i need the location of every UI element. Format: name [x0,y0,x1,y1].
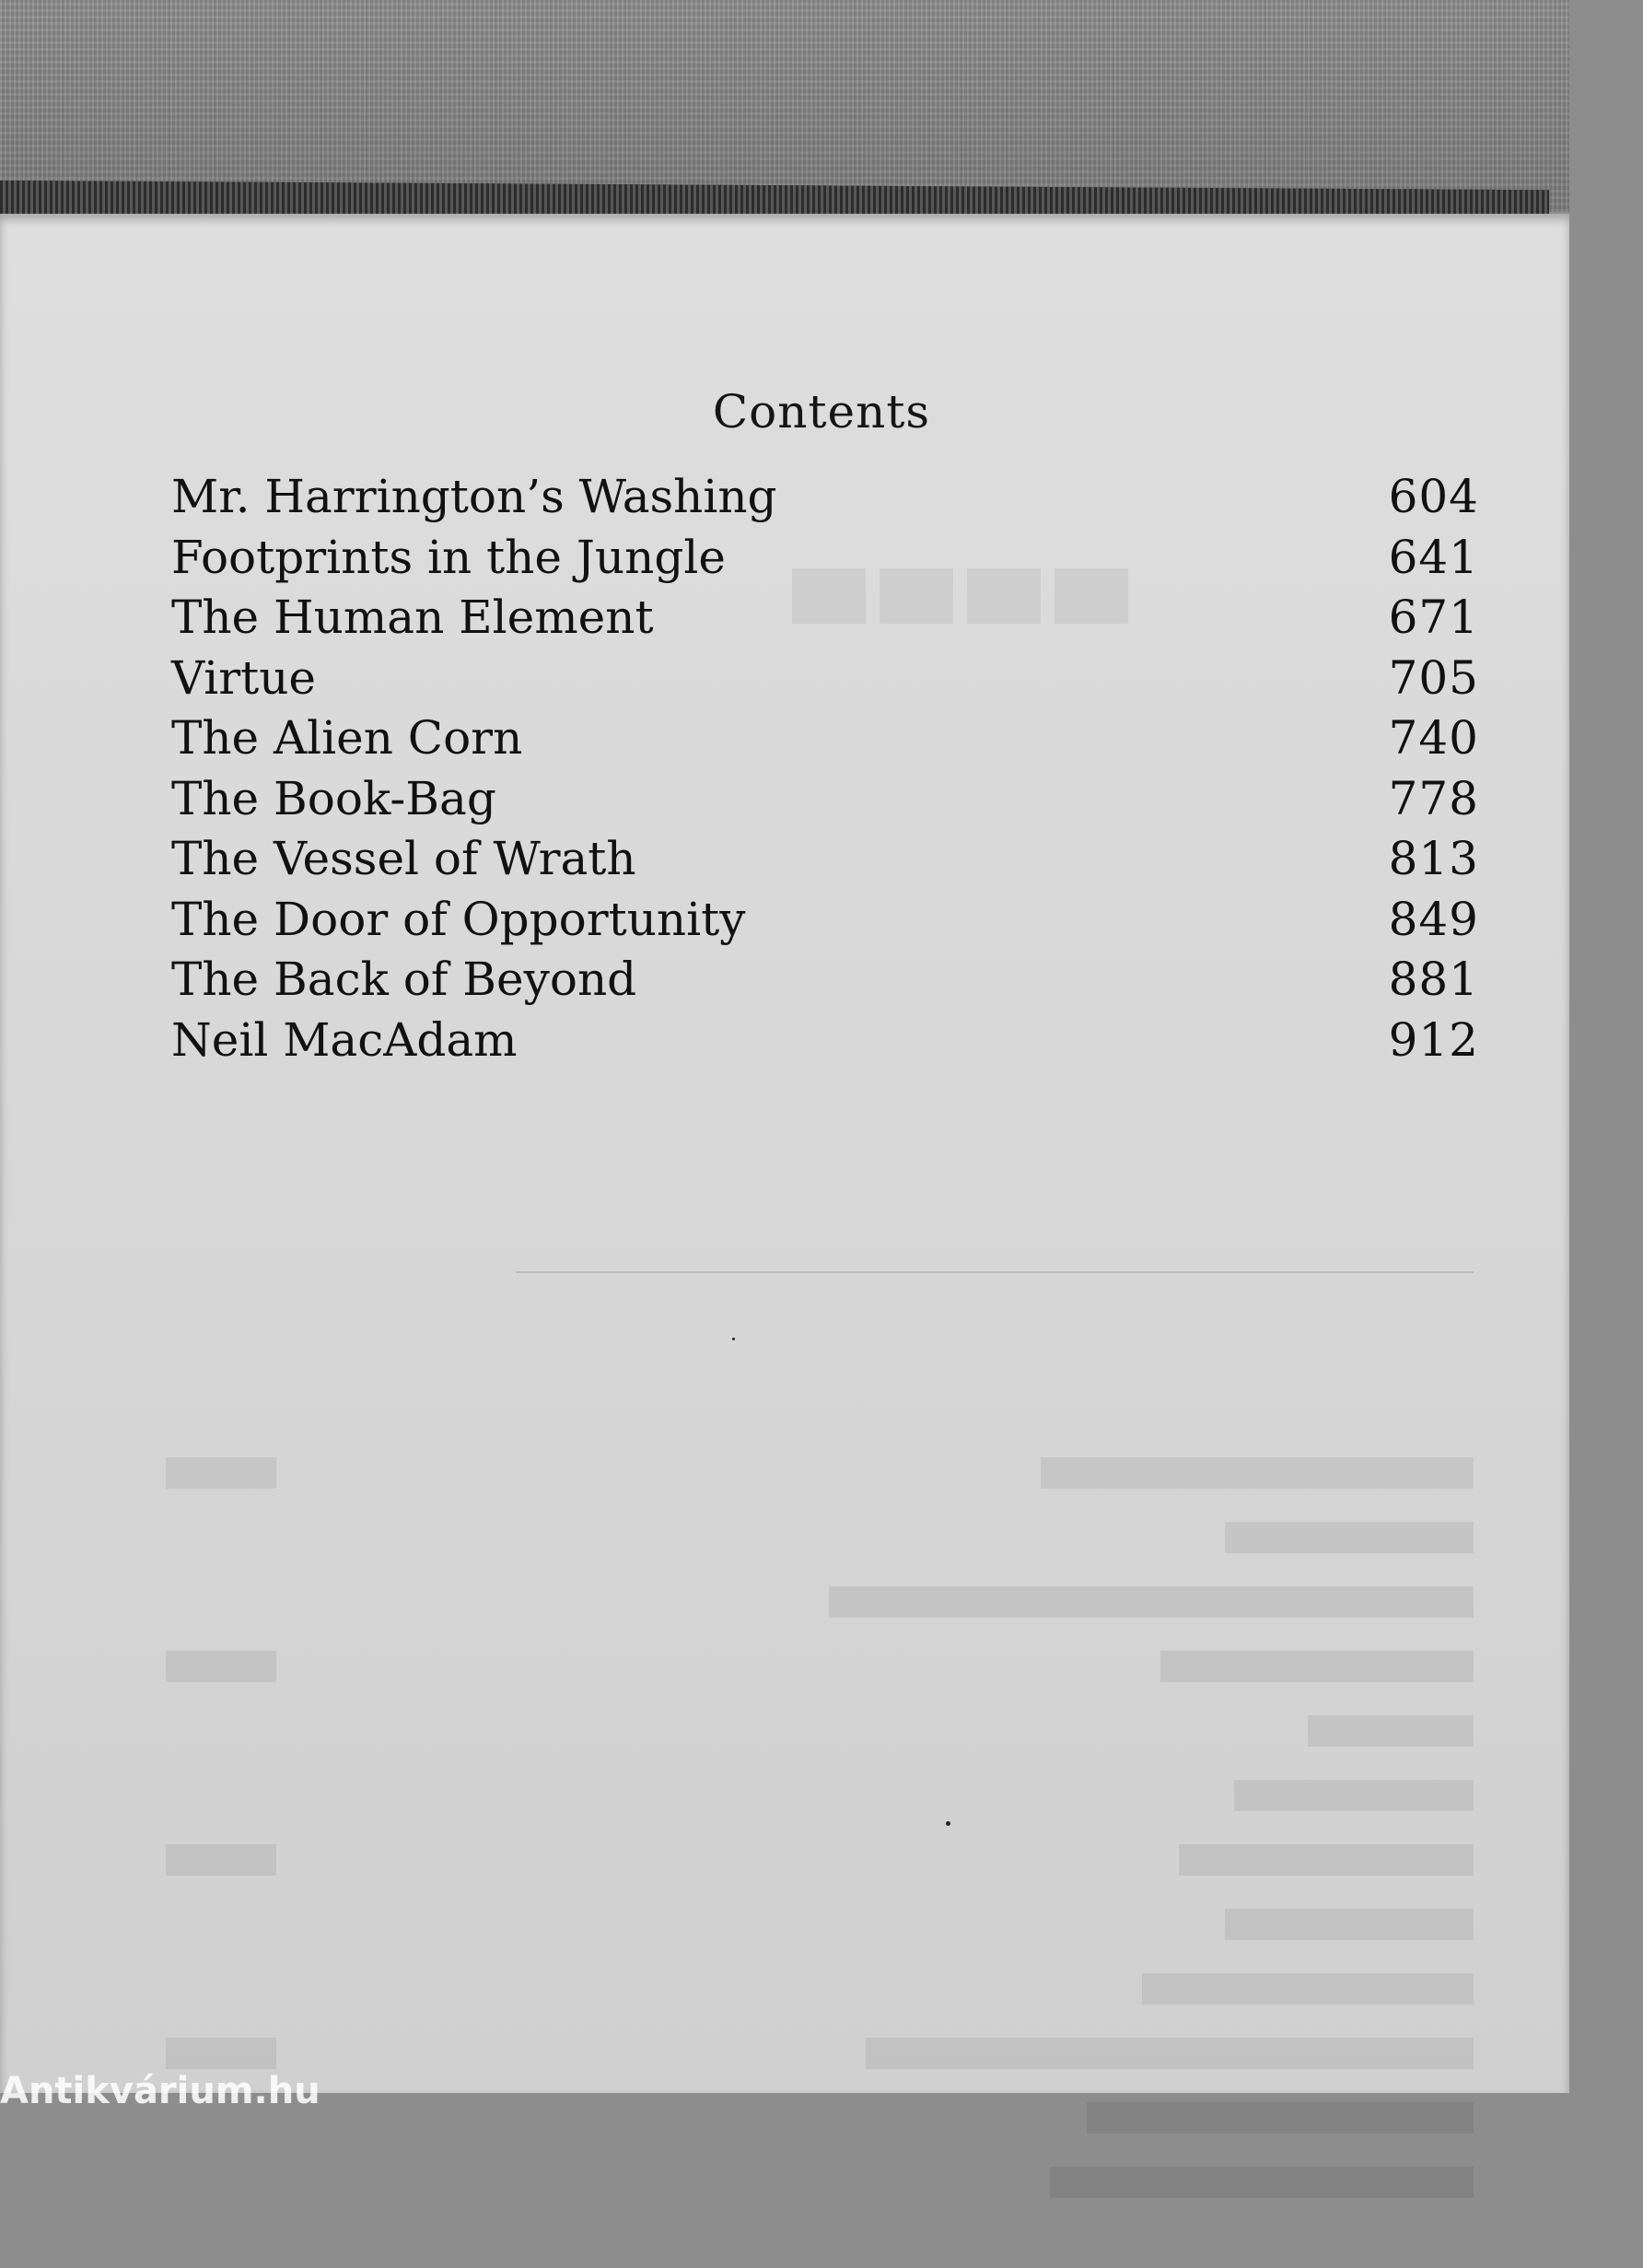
contents-list [171,470,1479,1073]
show-through-text-lines [166,1439,1483,2268]
entry-title: The Human Element [171,590,654,644]
entry-page-number: 671 [1388,590,1479,644]
contents-entry [171,590,1479,651]
show-through-rule [516,1271,1474,1273]
contents-entry [171,772,1479,833]
entry-title: The Back of Beyond [171,953,637,1006]
entry-title: The Book-Bag [171,771,496,825]
entry-title: The Door of Opportunity [171,892,746,946]
contents-entry [171,1013,1479,1074]
ink-speck [732,1338,735,1340]
contents-entry [171,470,1479,531]
entry-title: Mr. Harrington’s Washing [171,470,777,523]
entry-page-number: 881 [1388,953,1479,1006]
watermark: Antikvárium.hu [0,2070,320,2112]
entry-title: Virtue [171,650,317,705]
entry-title: Footprints in the Jungle [171,530,726,584]
entry-page-number: 705 [1388,650,1479,705]
entry-page-number: 641 [1388,530,1479,584]
contents-entry [171,711,1479,772]
entry-page-number: 813 [1388,832,1479,885]
contents-entry [171,531,1479,591]
fabric-surface [0,0,1569,212]
contents-entry [171,832,1479,893]
entry-title: The Alien Corn [171,711,523,765]
ink-speck [946,1821,950,1826]
entry-page-number: 740 [1388,711,1479,765]
contents-entry [171,651,1479,712]
entry-title: The Vessel of Wrath [171,832,636,885]
contents-heading: Contents [712,385,931,438]
contents-entry [171,893,1479,953]
entry-page-number: 912 [1388,1012,1479,1067]
entry-title: Neil MacAdam [171,1012,518,1067]
entry-page-number: 604 [1388,470,1479,523]
contents-entry [171,953,1479,1013]
entry-page-number: 778 [1388,771,1479,825]
entry-page-number: 849 [1388,892,1479,946]
